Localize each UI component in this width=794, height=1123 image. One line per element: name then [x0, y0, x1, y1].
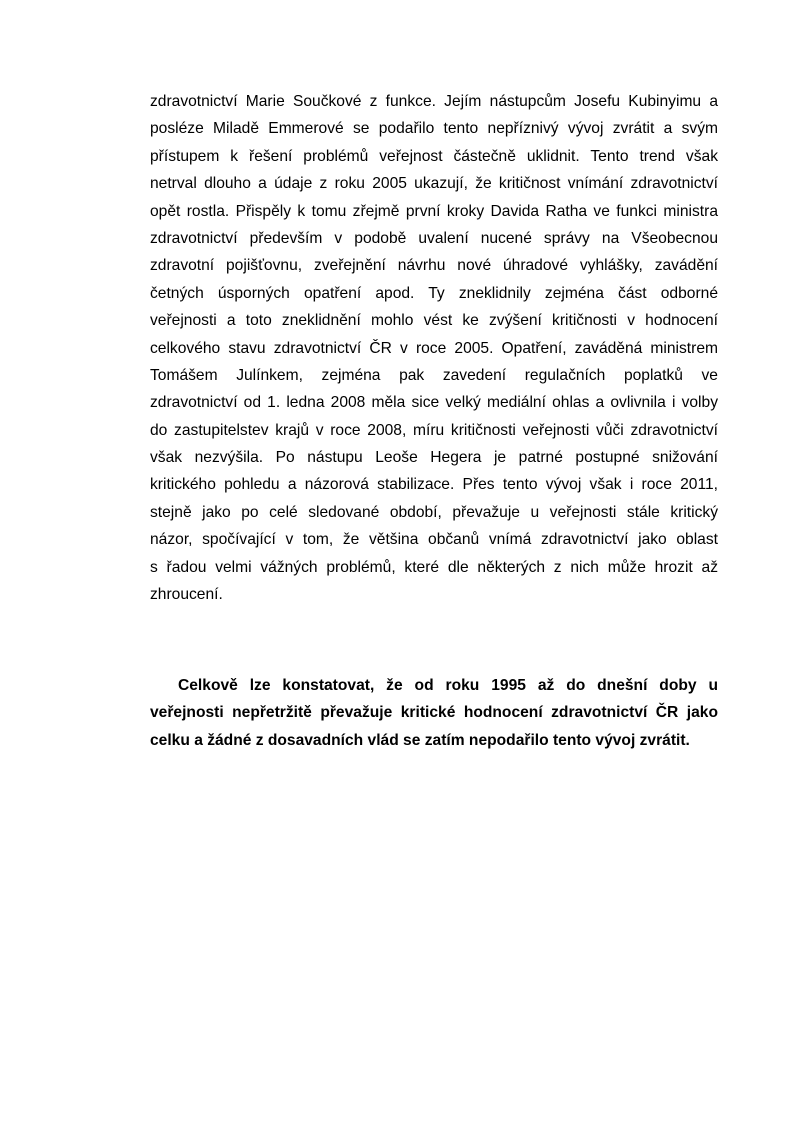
paragraph-line: do zastupitelstev krajů v roce 2008, míru kritičnosti veřejnosti vůči zdravotnictví	[150, 421, 718, 439]
paragraph-line: celkového stavu zdravotnictví ČR v roce 2005. Opatření, zaváděná ministrem	[150, 339, 718, 357]
paragraph-line: přístupem k řešení problémů veřejnost částečně uklidnit. Tento trend však	[150, 147, 718, 165]
paragraph-line: opět rostla. Přispěly k tomu zřejmě první kroky Davida Ratha ve funkci ministra	[150, 202, 718, 220]
paragraph-line: stejně jako po celé sledované období, převažuje u veřejnosti stále kritický	[150, 503, 718, 521]
paragraph-line: s řadou velmi vážných problémů, které dle některých z nich může hrozit až	[150, 558, 718, 576]
paragraph-line: posléze Miladě Emmerové se podařilo tento nepříznivý vývoj zvrátit a svým	[150, 120, 718, 138]
conclusion-line: veřejnosti nepřetržitě převažuje kritické hodnocení zdravotnictví ČR jako	[150, 704, 718, 722]
paragraph-line: názor, spočívající v tom, že většina občanů vnímá zdravotnictví jako oblast	[150, 531, 718, 549]
conclusion-line: Celkově lze konstatovat, že od roku 1995 až do dnešní doby u	[178, 677, 718, 694]
paragraph-line: četných úsporných opatření apod. Ty zneklidnily zejména část odborné	[150, 284, 718, 302]
paragraph-line: však nezvýšila. Po nástupu Leoše Hegera je patrné postupné snižování	[150, 449, 718, 467]
conclusion-paragraph	[150, 672, 718, 754]
paragraph-line: zdravotnictví především v podobě uvalení nucené správy na Všeobecnou	[150, 229, 718, 247]
conclusion-line: celku a žádné z dosavadních vlád se zatím nepodařilo tento vývoj zvrátit.	[150, 731, 690, 749]
paragraph-line: netrval dlouho a údaje z roku 2005 ukazují, že kritičnost vnímání zdravotnictví	[150, 175, 718, 193]
paragraph-line: zhroucení.	[150, 586, 223, 604]
paragraph-line: kritického pohledu a názorová stabilizace. Přes tento vývoj však i roce 2011,	[150, 476, 718, 494]
paragraph-line: zdravotnictví od 1. ledna 2008 měla sice velký mediální ohlas a ovlivnila i volby	[150, 394, 718, 412]
paragraph-line: Tomášem Julínkem, zejména pak zavedení regulačních poplatků ve	[150, 366, 718, 384]
paragraph-line: zdravotní pojišťovnu, zveřejnění návrhu nové úhradové vyhlášky, zavádění	[150, 257, 718, 275]
body-paragraph	[150, 88, 718, 608]
paragraph-line: veřejnosti a toto zneklidnění mohlo vést ke zvýšení kritičnosti v hodnocení	[150, 312, 718, 330]
paragraph-line: zdravotnictví Marie Součkové z funkce. Jejím nástupcům Josefu Kubinyimu a	[150, 93, 718, 110]
